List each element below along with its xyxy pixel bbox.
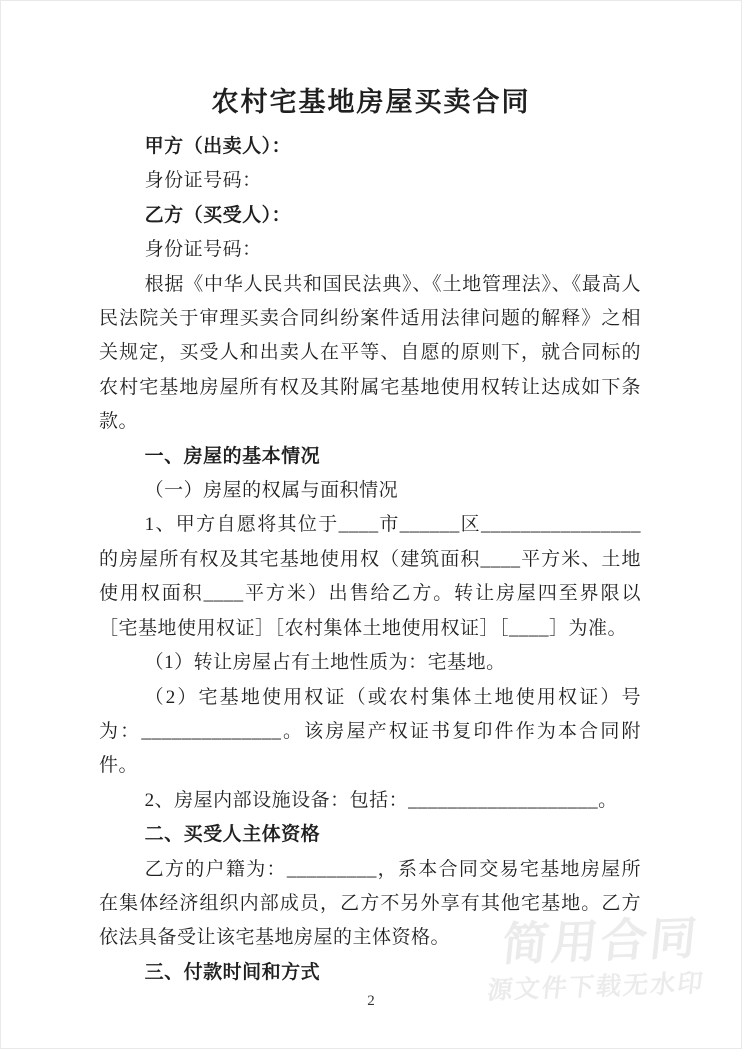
section-2-heading: 二、买受人主体资格	[144, 824, 321, 846]
party-a-label: 甲方（出卖人）：	[144, 136, 292, 157]
clause-1-2: 2、房屋内部设施设备：包括：___________________。	[144, 789, 618, 811]
clause-2-1: 乙方的户籍为：_________，系本合同交易宅基地房屋所在集体经济组织内部成员，乙方不另外享有其他宅基地。乙方依法具备受让该宅基地房屋的主体资格。	[99, 858, 641, 949]
party-b-label: 乙方（买受人）：	[144, 204, 292, 226]
preamble-paragraph: 根据《中华人民共和国民法典》、《土地管理法》、《最高人民法院关于审理买卖合同纠纷案件适用法律问题的解释》之相关规定，买受人和出卖人在平等、自愿的原则下，就合同标的农村宅基地房屋所有权及其附属宅基地使用权转让达成如下条款。	[99, 273, 641, 433]
party-a-id-label: 身份证号码：	[144, 170, 262, 192]
clause-1-1-item-2: （2）宅基地使用权证（或农村集体土地使用权证）号为：______________。该房屋产权证书复印件作为本合同附件。	[99, 686, 641, 777]
watermark-brand-text: 简用合同	[499, 911, 702, 971]
page-number: 2	[367, 993, 375, 1009]
section-3-heading: 三、付款时间和方式	[144, 961, 321, 983]
party-b-id-label: 身份证号码：	[144, 239, 262, 261]
section-1-heading: 一、房屋的基本情况	[144, 445, 321, 467]
document-body	[99, 130, 641, 990]
clause-1-1-item-1: （1）转让房屋占有土地性质为：宅基地。	[144, 652, 506, 674]
section-1-subheading: （一）房屋的权属与面积情况	[144, 480, 399, 502]
watermark-tagline-text: 源文件下载无水印	[486, 969, 706, 1005]
page-title: 农村宅基地房屋买卖合同	[211, 87, 531, 117]
clause-1-1: 1、甲方自愿将其位于____市______区________________的房屋所有权及其宅基地使用权（建筑面积____平方米、土地使用权面积____平方米）出售给乙方。转让房屋四至界限以［宅基地使用权证］［农村集体土地使用权证］［____］为准。	[99, 514, 641, 639]
